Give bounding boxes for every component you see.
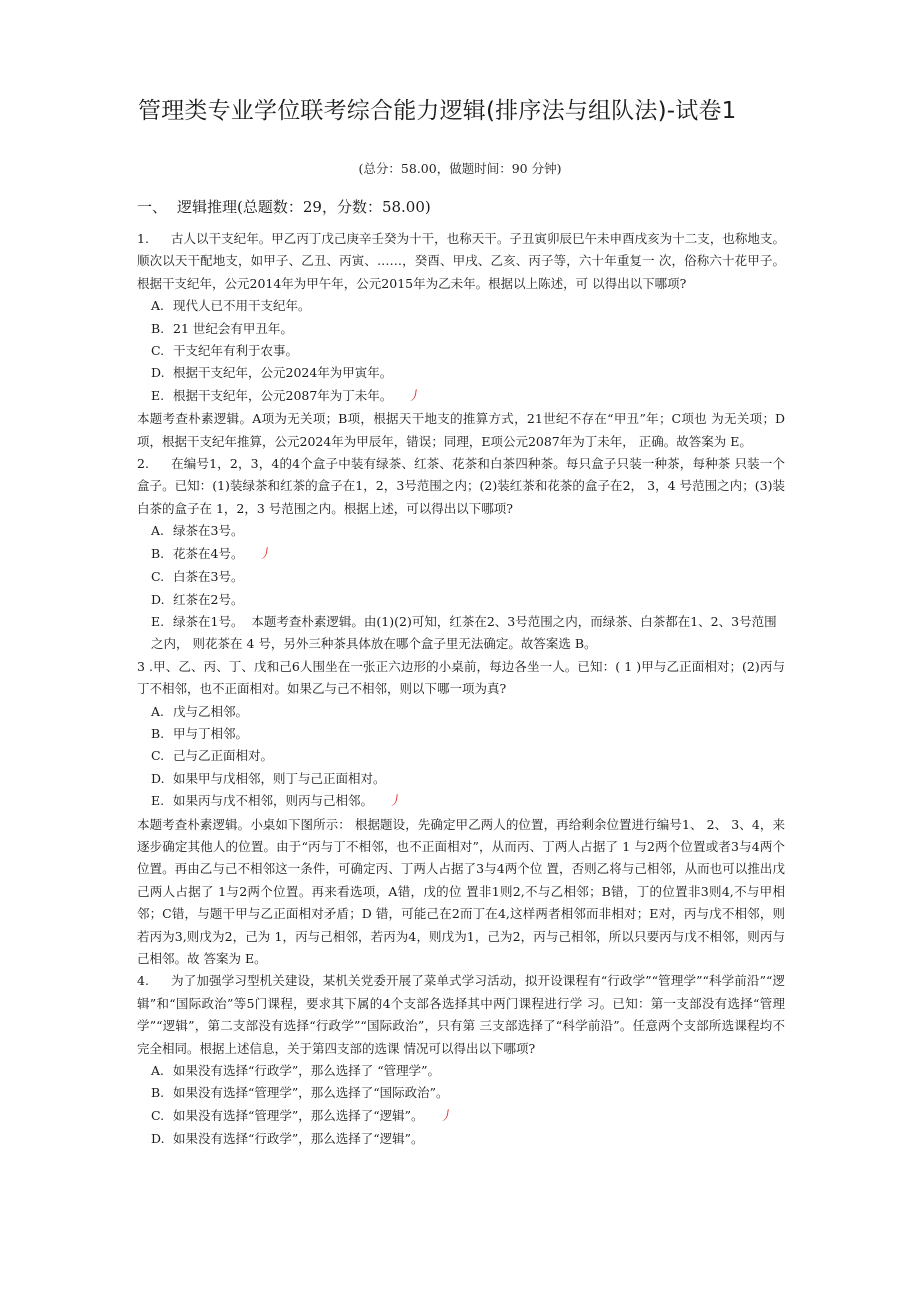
- section-number: 一、: [137, 198, 168, 216]
- option-letter: B.: [151, 1085, 165, 1101]
- option-b: [137, 723, 785, 745]
- correct-answer-mark: 丿: [407, 388, 423, 404]
- option-text: 甲与丁相邻。: [173, 725, 249, 741]
- option-letter: D.: [151, 365, 165, 381]
- section-heading: [137, 196, 431, 217]
- option-b: [137, 543, 785, 566]
- correct-answer-mark: 丿: [388, 794, 404, 810]
- option-text: 花茶在4号。: [173, 545, 244, 561]
- option-letter: A.: [151, 703, 165, 719]
- question-list: [137, 228, 785, 1151]
- option-e: [137, 385, 785, 408]
- option-letter: C.: [151, 343, 165, 359]
- option-d: [137, 1128, 785, 1150]
- option-c: [137, 566, 785, 588]
- option-text: 绿茶在1号。: [173, 613, 244, 629]
- question-stem: [137, 656, 785, 701]
- option-letter: B.: [151, 545, 165, 561]
- answer-explanation: 本题考查朴素逻辑。由(1)(2)可知，红茶在2、3号范围之内，而绿茶、白茶都在1、2、3号范围之内， 则花茶在 4 号，另外三种茶具体放在哪个盒子里无法确定。故答案选 B。: [151, 613, 777, 652]
- question-text: 甲、乙、丙、丁、戊和己6人围坐在一张正六边形的小桌前，每边各坐一人。已知：( 1 )甲与乙正面相对；(2)丙与丁不相邻，也不正面相对。如果乙与己不相邻，则以下哪一项为真?: [137, 658, 785, 697]
- question-stem: [137, 453, 785, 520]
- option-c: [137, 1105, 785, 1128]
- option-text: 根据干支纪年，公元2024年为甲寅年。: [173, 365, 393, 381]
- option-text: 白茶在3号。: [173, 569, 244, 585]
- option-letter: B.: [151, 320, 165, 336]
- option-letter: E.: [151, 613, 165, 629]
- answer-explanation: 本题考查朴素逻辑。小桌如下图所示： 根据题设，先确定甲乙两人的位置，再给剩余位置进行编号1、 2、 3、4，来逐步确定其他人的位置。由于“丙与丁不相邻，也不正面相对”，从而丙、丁两人占据了 1 与2两个位置或者3与4两个位置。再由乙与己不相邻这一条件，可确定丙、丁两人占据了3与4两个位 置，否则乙将与己相邻，从而也可以推出戊己两人占据了 1与2两个位置。再来看选项，A错，戊的位 置非1则2,不与乙相邻；B错，丁的位置非3则4,不与甲相邻；C错，与题干甲与乙正面相对矛盾；D 错，可能己在2而丁在4,这样两者相邻而非相对；E对，丙与戊不相邻，则若丙为3,则戊为2，己为 1，丙与己相邻，若丙为4，则戊为1，己为2，丙与己相邻，所以只要丙与戊不相邻，则丙与己相邻。故 答案为 E。: [137, 816, 785, 966]
- option-text: 绿茶在3号。: [173, 523, 244, 539]
- option-text: 戊与乙相邻。: [173, 703, 249, 719]
- option-text: 根据干支纪年，公元2087年为丁未年。: [173, 387, 393, 403]
- option-letter: D.: [151, 591, 165, 607]
- exam-meta: (总分：58.00，做题时间：90 分钟): [358, 161, 562, 176]
- option-d: [137, 362, 785, 384]
- option-letter: A.: [151, 1063, 165, 1079]
- option-c: [137, 340, 785, 362]
- question-number: 2.: [137, 456, 149, 472]
- option-text: 如果没有选择“行政学”，那么选择了 “管理学”。: [173, 1063, 441, 1079]
- page-title: 管理类专业学位联考综合能力逻辑(排序法与组队法)-试卷1: [138, 98, 737, 124]
- option-text: 如果没有选择“管理学”，那么选择了“国际政治”。: [173, 1085, 449, 1101]
- option-text: 红茶在2号。: [173, 591, 244, 607]
- option-b: [137, 318, 785, 340]
- option-letter: E.: [151, 793, 165, 809]
- option-letter: A.: [151, 298, 165, 314]
- option-text: 如果没有选择“管理学”，那么选择了“逻辑”。: [173, 1107, 424, 1123]
- option-text: 如果没有选择“行政学”，那么选择了“逻辑”。: [173, 1131, 424, 1147]
- question-text: 为了加强学习型机关建设，某机关党委开展了菜单式学习活动，拟开设课程有“行政学”“管理学”“科学前沿”“逻辑”和“国际政治”等5门课程，要求其下属的4个支部各选择其中两门课程进行学 习。已知：第一支部没有选择“管理学”“逻辑”，第二支部没有选择“行政学”“国际政治”，只有第 三支部选择了“科学前沿”。任意两个支部所选课程均不完全相同。根据上述信息，关于第四支部的选课 情况可以得出以下哪项?: [137, 973, 785, 1056]
- option-letter: C.: [151, 748, 165, 764]
- option-letter: B.: [151, 725, 165, 741]
- correct-answer-mark: 丿: [258, 546, 274, 562]
- question-text: 在编号1，2，3，4的4个盒子中装有绿茶、红茶、花茶和白茶四种茶。每只盒子只装一种茶，每种茶 只装一个盒子。已知：(1)装绿茶和红茶的盒子在1，2，3号范围之内；(2)装红茶和花茶的盒子在2， 3，4 号范围之内；(3)装白茶的盒子在 1，2，3 号范围之内。根据上述，可以得出以下哪项?: [137, 456, 785, 516]
- option-c: [137, 745, 785, 767]
- option-a: [137, 701, 785, 723]
- option-text: 己与乙正面相对。: [173, 748, 274, 764]
- section-title: 逻辑推理(总题数：29，分数：58.00): [177, 198, 431, 216]
- option-b: [137, 1082, 785, 1104]
- option-letter: A.: [151, 523, 165, 539]
- option-letter: D.: [151, 770, 165, 786]
- option-text: 现代人已不用干支纪年。: [173, 298, 311, 314]
- option-d: [137, 589, 785, 611]
- question-number: 4.: [137, 973, 149, 989]
- option-letter: C.: [151, 1107, 165, 1123]
- option-text: 干支纪年有利于农事。: [173, 343, 299, 359]
- question-stem: [137, 970, 785, 1060]
- option-letter: D.: [151, 1131, 165, 1147]
- option-e: [137, 611, 785, 656]
- question-stem: [137, 228, 785, 295]
- answer-explanation: 本题考查朴素逻辑。A项为无关项；B项，根据天干地支的推算方式，21世纪不存在“甲丑”年；C项也 为无关项；D项，根据干支纪年推算，公元2024年为甲辰年，错误；同理，E项公元2087年为丁未年， 正确。故答案为 E。: [137, 411, 785, 449]
- option-letter: C.: [151, 569, 165, 585]
- option-e: [137, 790, 785, 813]
- option-text: 21 世纪会有甲丑年。: [173, 320, 293, 336]
- option-letter: E.: [151, 387, 165, 403]
- correct-answer-mark: 丿: [438, 1108, 454, 1124]
- option-a: [137, 295, 785, 317]
- option-a: [137, 1060, 785, 1082]
- question-text: 古人以干支纪年。甲乙丙丁戊己庚辛壬癸为十干，也称天干。子丑寅卯辰巳午未申酉戌亥为十二支，也称地支。顺次以天干配地支，如甲子、乙丑、丙寅、……，癸酉、甲戌、乙亥、丙子等，六十年重复一 次，俗称六十花甲子。根据干支纪年，公元2014年为甲午年，公元2015年为乙未年。根据以上陈述，可 以得出以下哪项?: [137, 231, 785, 291]
- option-text: 如果甲与戊相邻，则丁与己正面相对。: [173, 770, 386, 786]
- option-d: [137, 768, 785, 790]
- option-a: [137, 520, 785, 542]
- question-number: 3 .: [137, 658, 154, 674]
- option-text: 如果丙与戊不相邻，则丙与己相邻。: [173, 793, 374, 809]
- question-number: 1.: [137, 231, 149, 246]
